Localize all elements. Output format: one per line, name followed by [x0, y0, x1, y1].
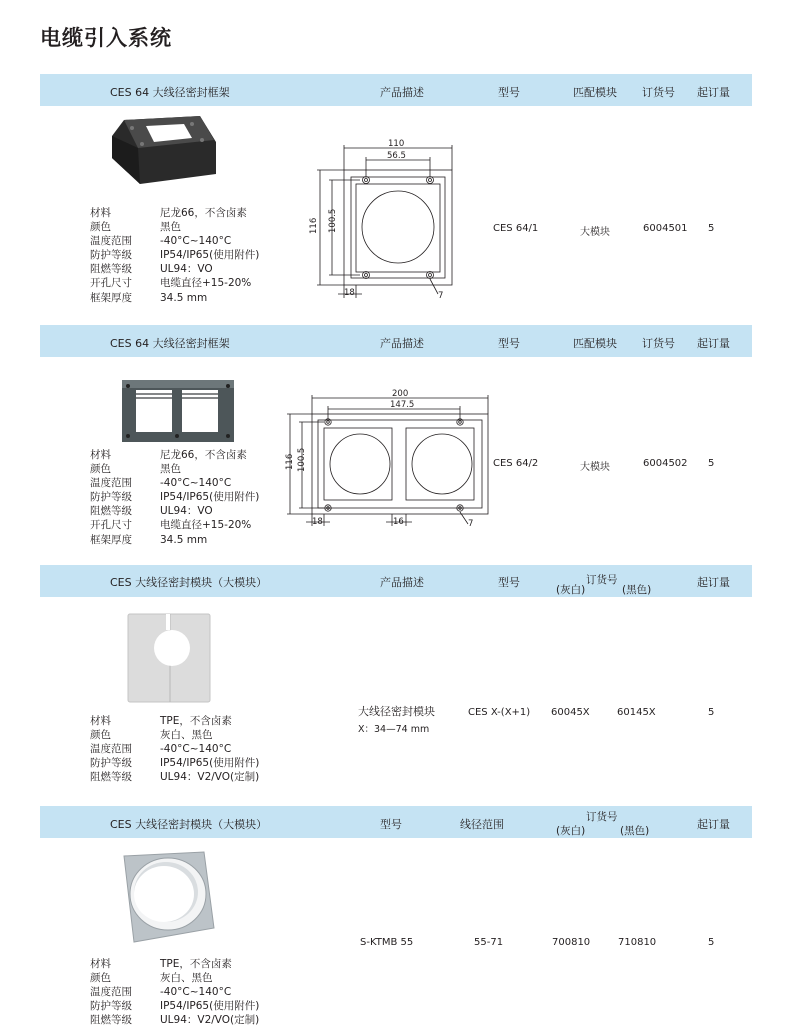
spec-label: 温度范围 — [90, 986, 132, 999]
section-2-header — [40, 325, 752, 357]
spec-label: 温度范围 — [90, 235, 132, 248]
section-4-specs — [90, 957, 259, 1027]
moq-cell: 5 — [708, 707, 715, 718]
dim-hole: 7 — [438, 291, 444, 301]
dim-left: 18 — [312, 517, 323, 527]
model-cell: S-KTMB 55 — [360, 937, 414, 948]
spec-row — [90, 220, 259, 234]
spec-value: 黑色 — [160, 221, 181, 234]
spec-row — [90, 742, 259, 756]
spec-value: IP54/IP65(使用附件) — [160, 491, 260, 504]
spec-row — [90, 985, 259, 999]
spec-label: 阻燃等级 — [90, 1014, 132, 1027]
spec-label: 温度范围 — [90, 477, 132, 490]
spec-row — [90, 999, 259, 1013]
spec-label: 温度范围 — [90, 743, 132, 756]
model-cell: CES X-(X+1) — [468, 707, 531, 718]
spec-row — [90, 770, 259, 784]
order-black-cell: 60145X — [617, 707, 656, 718]
spec-value: 黑色 — [160, 463, 181, 476]
spec-label: 材料 — [90, 207, 111, 219]
description-range: X：34—74 mm — [358, 724, 430, 735]
spec-value: UL94：V2/VO(定制) — [160, 771, 260, 784]
moq-cell: 5 — [708, 458, 715, 469]
model-cell: CES 64/1 — [493, 223, 539, 234]
spec-row — [90, 476, 259, 490]
spec-label: 颜色 — [90, 221, 111, 234]
spec-label: 颜色 — [90, 729, 111, 742]
spec-row — [90, 490, 259, 504]
spec-label: 框架厚度 — [90, 533, 132, 546]
spec-row — [90, 448, 259, 462]
spec-row — [90, 504, 259, 518]
spec-label: 材料 — [90, 958, 111, 970]
dim-inner: 56.5 — [387, 151, 406, 161]
dim-width: 110 — [388, 139, 405, 149]
order-no-cell: 6004502 — [643, 458, 688, 469]
order-grey-cell: 700810 — [552, 937, 591, 948]
col-header-grey: (灰白) — [556, 825, 586, 837]
spec-label: 阻燃等级 — [90, 505, 132, 518]
frame-single-drawing — [309, 139, 460, 302]
col-header-black: (黑色) — [620, 825, 650, 837]
spec-row — [90, 518, 259, 532]
spec-row — [90, 206, 259, 220]
page-title: 电缆引入系统 — [40, 26, 172, 50]
spec-row — [90, 533, 259, 547]
frame-single-photo — [100, 112, 220, 198]
spec-value: 34.5 mm — [160, 533, 208, 546]
spec-label: 开孔尺寸 — [90, 519, 132, 532]
col-header-module: 匹配模块 — [573, 86, 617, 99]
col-header-moq: 起订量 — [697, 337, 730, 350]
spec-label: 阻燃等级 — [90, 771, 132, 784]
spec-label: 框架厚度 — [90, 291, 132, 304]
spec-label: 材料 — [90, 449, 111, 461]
dim-hole: 7 — [468, 519, 474, 529]
spec-label: 防护等级 — [90, 491, 132, 504]
spec-row — [90, 714, 259, 728]
module-cell: 大模块 — [580, 227, 610, 238]
section-1-specs — [90, 206, 259, 305]
spec-row — [90, 957, 259, 971]
col-header-order-no: 订货号 — [642, 86, 675, 99]
section-3-title: CES 大线径密封模块（大模块） — [110, 576, 268, 589]
spec-row — [90, 756, 259, 770]
spec-row — [90, 1013, 259, 1027]
spec-value: 灰白、黑色 — [160, 972, 213, 985]
col-header-range: 线径范围 — [460, 818, 504, 831]
spec-label: 防护等级 — [90, 249, 132, 262]
spec-row — [90, 462, 259, 476]
frame-double-drawing — [282, 389, 492, 532]
module-cell: 大模块 — [580, 462, 610, 473]
dim-width: 200 — [392, 389, 409, 399]
col-header-order-no: 订货号 — [586, 574, 618, 586]
section-4-title: CES 大线径密封模块（大模块） — [110, 818, 268, 831]
col-header-black: (黑色) — [622, 584, 652, 596]
col-header-order-no: 订货号 — [642, 337, 675, 350]
spec-value: IP54/IP65(使用附件) — [160, 757, 260, 770]
dim-height-2: 100.5 — [297, 447, 307, 472]
col-header-description: 产品描述 — [380, 337, 424, 350]
col-header-moq: 起订量 — [697, 818, 730, 831]
range-cell: 55-71 — [474, 937, 504, 948]
dim-height: 116 — [285, 453, 295, 470]
spec-label: 阻燃等级 — [90, 263, 132, 276]
spec-value: TPE，不含卤素 — [160, 958, 232, 970]
spec-value: 尼龙66，不含卤素 — [160, 207, 247, 219]
spec-label: 开孔尺寸 — [90, 277, 132, 290]
spec-label: 材料 — [90, 715, 111, 727]
order-no-cell: 6004501 — [643, 223, 688, 234]
spec-row — [90, 262, 259, 276]
col-header-grey: (灰白) — [556, 584, 586, 596]
spec-value: 电缆直径+15-20% — [160, 519, 252, 532]
frame-double-photo — [118, 376, 238, 446]
spec-row — [90, 234, 259, 248]
section-4-header — [40, 806, 752, 838]
spec-value: UL94：V2/VO(定制) — [160, 1014, 260, 1027]
section-1-header — [40, 74, 752, 106]
spec-value: -40°C~140°C — [160, 235, 232, 248]
spec-value: -40°C~140°C — [160, 986, 232, 999]
module-ring-photo — [120, 850, 216, 946]
order-black-cell: 710810 — [618, 937, 657, 948]
section-1-title: CES 64 大线径密封框架 — [110, 86, 230, 99]
spec-value: UL94：VO — [160, 263, 213, 276]
moq-cell: 5 — [708, 223, 715, 234]
spec-value: 尼龙66，不含卤素 — [160, 449, 247, 461]
description-title: 大线径密封模块 — [358, 705, 435, 718]
section-2-title: CES 64 大线径密封框架 — [110, 337, 230, 350]
col-header-model: 型号 — [498, 576, 520, 589]
spec-row — [90, 971, 259, 985]
col-header-moq: 起订量 — [697, 86, 730, 99]
section-3-header — [40, 565, 752, 597]
spec-label: 颜色 — [90, 972, 111, 985]
col-header-model: 型号 — [498, 86, 520, 99]
spec-value: 灰白、黑色 — [160, 729, 213, 742]
dim-left: 18 — [344, 288, 355, 298]
col-header-model: 型号 — [380, 818, 402, 831]
col-header-description: 产品描述 — [380, 576, 424, 589]
spec-value: 电缆直径+15-20% — [160, 277, 252, 290]
spec-value: IP54/IP65(使用附件) — [160, 1000, 260, 1013]
spec-label: 防护等级 — [90, 1000, 132, 1013]
spec-row — [90, 248, 259, 262]
spec-label: 颜色 — [90, 463, 111, 476]
spec-row — [90, 276, 259, 290]
col-header-moq: 起订量 — [697, 576, 730, 589]
spec-value: 34.5 mm — [160, 291, 208, 304]
spec-value: IP54/IP65(使用附件) — [160, 249, 260, 262]
col-header-module: 匹配模块 — [573, 337, 617, 350]
spec-label: 防护等级 — [90, 757, 132, 770]
product-description — [358, 703, 435, 735]
col-header-order-no: 订货号 — [586, 811, 618, 823]
moq-cell: 5 — [708, 937, 715, 948]
module-split-photo — [126, 612, 212, 704]
section-3-specs — [90, 714, 259, 784]
col-header-description: 产品描述 — [380, 86, 424, 99]
spec-row — [90, 291, 259, 305]
model-cell: CES 64/2 — [493, 458, 539, 469]
spec-value: UL94：VO — [160, 505, 213, 518]
dim-height-2: 100.5 — [328, 208, 338, 233]
dim-mid: 16 — [393, 517, 404, 527]
section-2-specs — [90, 448, 259, 547]
spec-value: -40°C~140°C — [160, 743, 232, 756]
spec-value: TPE，不含卤素 — [160, 715, 232, 727]
dim-height: 116 — [309, 217, 319, 234]
spec-value: -40°C~140°C — [160, 477, 232, 490]
col-header-model: 型号 — [498, 337, 520, 350]
dim-inner: 147.5 — [390, 400, 415, 410]
spec-row — [90, 728, 259, 742]
order-grey-cell: 60045X — [551, 707, 590, 718]
